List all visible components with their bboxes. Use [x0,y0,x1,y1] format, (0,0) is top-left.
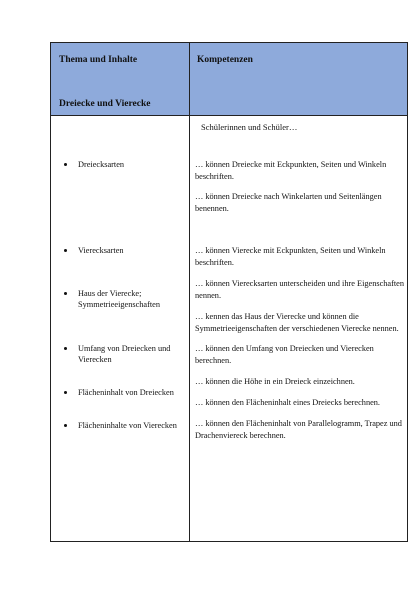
competency-item: … können Dreiecke nach Winkelarten und Seitenlängen benennen. [195,192,382,213]
competency-item: … können den Flächeninhalt eines Dreiecks berechnen. [195,398,380,407]
topic-item: Vierecksarten [78,245,186,256]
competency-item: … können den Umfang von Dreiecken und Vierecken berechnen. [195,344,374,365]
curriculum-table [50,42,408,542]
competency-item: … können die Höhe in ein Dreieck einzeichnen. [195,377,355,386]
topic-item: Flächeninhalte von Vierecken [78,420,186,431]
topic-column-subtitle: Dreiecke und Vierecke [59,99,151,109]
competencies-intro: Schülerinnen und Schüler… [201,122,298,132]
competency-item: … kennen das Haus der Vierecke und können die Symmetrieeigenschaften der verschiedenen Vierecke nennen. [195,312,399,333]
competency-item: … können Dreiecke mit Eckpunkten, Seiten und Winkeln beschriften. [195,160,387,181]
column-divider [189,43,190,541]
competency-item: … können Vierecke mit Eckpunkten, Seiten und Winkeln beschriften. [195,246,386,267]
topic-item: Umfang von Dreiecken und Vierecken [78,343,186,365]
topic-item: Dreiecksarten [78,159,186,170]
table-header-row [51,43,407,116]
competency-item: … können Vierecksarten unterscheiden und ihre Eigenschaften nennen. [195,279,404,300]
competency-item: … können den Flächeninhalt von Parallelogramm, Trapez und Drachenviereck berechnen. [195,419,402,440]
competencies-column-title: Kompetenzen [197,55,253,65]
topic-item: Flächeninhalt von Dreiecken [78,387,186,398]
topic-item: Haus der Vierecke; Symmetrieeigenschaften [78,288,186,310]
topic-column-title: Thema und Inhalte [59,55,138,65]
